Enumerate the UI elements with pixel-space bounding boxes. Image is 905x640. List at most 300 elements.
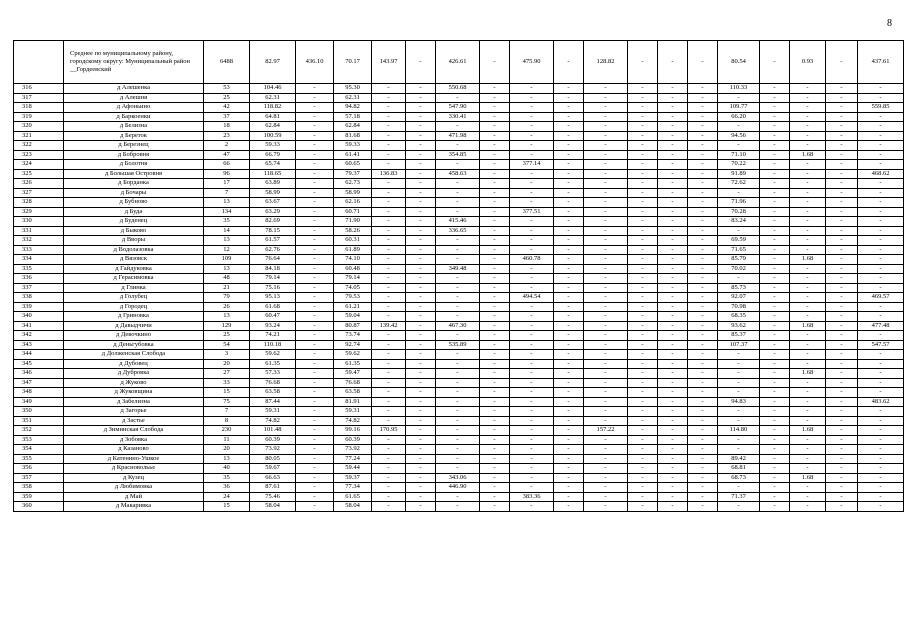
table-cell: - <box>628 122 658 132</box>
table-cell: - <box>406 331 436 341</box>
table-row <box>14 274 904 284</box>
table-cell: - <box>584 179 628 189</box>
table-cell: - <box>372 454 406 464</box>
table-cell: - <box>406 179 436 189</box>
table-cell: - <box>436 312 480 322</box>
table-cell: - <box>628 169 658 179</box>
table-cell: 104.46 <box>250 84 296 94</box>
table-cell: - <box>628 331 658 341</box>
table-cell: - <box>858 198 904 208</box>
summary-cell: - <box>760 41 790 84</box>
table-cell: 57.18 <box>334 112 372 122</box>
table-cell: - <box>510 359 554 369</box>
table-cell: - <box>760 312 790 322</box>
table-cell: - <box>826 293 858 303</box>
table-cell: - <box>372 293 406 303</box>
table-cell: - <box>628 340 658 350</box>
table-cell: - <box>658 416 688 426</box>
table-cell: - <box>826 369 858 379</box>
table-cell: - <box>584 369 628 379</box>
table-cell: 59.44 <box>334 464 372 474</box>
table-cell: - <box>790 198 826 208</box>
table-cell: 26 <box>204 302 250 312</box>
table-cell: - <box>658 245 688 255</box>
table-cell: - <box>554 340 584 350</box>
table-cell: 1.68 <box>790 426 826 436</box>
table-cell: - <box>510 264 554 274</box>
table-cell: - <box>436 255 480 265</box>
table-cell: - <box>436 426 480 436</box>
row-number: 353 <box>14 435 64 445</box>
table-cell: - <box>406 217 436 227</box>
table-cell: - <box>858 236 904 246</box>
settlement-name: д Борданка <box>64 179 204 189</box>
settlement-name: д Давыдчичи <box>64 321 204 331</box>
table-cell: - <box>436 350 480 360</box>
table-cell: - <box>658 331 688 341</box>
table-row <box>14 388 904 398</box>
table-cell: - <box>628 321 658 331</box>
table-cell: - <box>688 350 718 360</box>
table-cell: 66.63 <box>250 473 296 483</box>
table-cell: 63.58 <box>250 388 296 398</box>
table-cell: - <box>406 255 436 265</box>
table-cell: - <box>372 283 406 293</box>
table-cell: 60.65 <box>334 160 372 170</box>
table-cell: - <box>554 407 584 417</box>
table-cell: 550.68 <box>436 84 480 94</box>
row-number: 326 <box>14 179 64 189</box>
table-cell: 58.99 <box>250 188 296 198</box>
table-cell: - <box>658 407 688 417</box>
table-cell: - <box>858 445 904 455</box>
table-cell: 20 <box>204 445 250 455</box>
table-cell: - <box>406 283 436 293</box>
table-cell: - <box>406 407 436 417</box>
table-cell: - <box>480 93 510 103</box>
table-cell: - <box>760 141 790 151</box>
table-cell: - <box>372 226 406 236</box>
table-cell: - <box>826 93 858 103</box>
table-cell: - <box>510 217 554 227</box>
table-cell: 58.99 <box>334 188 372 198</box>
table-cell: 129 <box>204 321 250 331</box>
table-cell: - <box>790 264 826 274</box>
table-cell: - <box>510 331 554 341</box>
settlement-name: д Береток <box>64 131 204 141</box>
summary-cell: 6488 <box>204 41 250 84</box>
table-cell: 25 <box>204 93 250 103</box>
table-cell: - <box>584 84 628 94</box>
table-cell: 79.37 <box>334 169 372 179</box>
table-cell: - <box>826 103 858 113</box>
summary-row-number <box>14 41 64 84</box>
table-row <box>14 245 904 255</box>
row-number: 320 <box>14 122 64 132</box>
table-cell: 383.36 <box>510 492 554 502</box>
table-cell: 65.74 <box>250 160 296 170</box>
table-cell: - <box>480 483 510 493</box>
table-cell: - <box>628 454 658 464</box>
table-row <box>14 226 904 236</box>
table-cell: 21 <box>204 283 250 293</box>
table-cell: - <box>658 293 688 303</box>
table-cell: - <box>628 435 658 445</box>
table-cell: - <box>480 112 510 122</box>
table-cell: - <box>858 435 904 445</box>
table-cell: - <box>510 397 554 407</box>
table-cell: - <box>584 169 628 179</box>
table-cell: - <box>760 131 790 141</box>
table-cell: - <box>760 435 790 445</box>
table-cell: - <box>480 321 510 331</box>
table-cell: - <box>760 445 790 455</box>
table-cell: 76.68 <box>250 378 296 388</box>
settlement-name: д Вязовск <box>64 255 204 265</box>
table-row <box>14 236 904 246</box>
row-number: 329 <box>14 207 64 217</box>
settlement-name: д Загорье <box>64 407 204 417</box>
table-cell: - <box>858 141 904 151</box>
table-cell: 75.46 <box>250 492 296 502</box>
table-cell: - <box>760 369 790 379</box>
summary-cell: - <box>826 41 858 84</box>
table-cell: - <box>688 397 718 407</box>
table-cell: - <box>296 226 334 236</box>
table-cell: - <box>858 378 904 388</box>
table-cell: - <box>790 331 826 341</box>
table-cell: - <box>584 112 628 122</box>
table-cell: 60.48 <box>334 264 372 274</box>
table-cell: - <box>554 369 584 379</box>
table-cell: - <box>628 293 658 303</box>
table-cell: - <box>826 169 858 179</box>
table-cell: 20 <box>204 359 250 369</box>
table-row <box>14 397 904 407</box>
table-cell: - <box>554 131 584 141</box>
table-cell: - <box>790 169 826 179</box>
settlement-name: д Застье <box>64 416 204 426</box>
table-cell: - <box>554 188 584 198</box>
table-cell: 95.30 <box>334 84 372 94</box>
table-cell: - <box>296 274 334 284</box>
table-cell: - <box>510 179 554 189</box>
row-number: 345 <box>14 359 64 369</box>
table-cell: - <box>628 131 658 141</box>
table-cell: - <box>296 122 334 132</box>
table-cell: - <box>760 407 790 417</box>
table-cell: - <box>406 84 436 94</box>
summary-cell: 82.97 <box>250 41 296 84</box>
table-cell: - <box>510 350 554 360</box>
table-cell: 63.89 <box>250 179 296 189</box>
table-cell: - <box>858 369 904 379</box>
table-cell: - <box>760 160 790 170</box>
table-cell: 73.92 <box>250 445 296 455</box>
table-cell: - <box>406 483 436 493</box>
table-cell: - <box>790 350 826 360</box>
table-cell: - <box>628 388 658 398</box>
row-number: 327 <box>14 188 64 198</box>
table-cell: - <box>584 492 628 502</box>
table-cell: - <box>688 236 718 246</box>
table-cell: - <box>554 283 584 293</box>
table-cell: - <box>584 473 628 483</box>
table-cell: - <box>858 160 904 170</box>
table-cell: 59.47 <box>334 369 372 379</box>
table-cell: 54 <box>204 340 250 350</box>
table-cell: 74.10 <box>334 255 372 265</box>
table-cell: - <box>826 160 858 170</box>
row-number: 354 <box>14 445 64 455</box>
table-cell: 40 <box>204 464 250 474</box>
table-cell: - <box>826 131 858 141</box>
table-cell: - <box>760 302 790 312</box>
settlement-name: д Жуковщина <box>64 388 204 398</box>
settlement-name: д Алешенка <box>64 84 204 94</box>
table-cell: - <box>790 160 826 170</box>
table-cell: - <box>790 188 826 198</box>
table-cell: - <box>510 502 554 512</box>
table-cell: - <box>584 350 628 360</box>
table-cell: - <box>436 369 480 379</box>
table-cell: - <box>858 217 904 227</box>
table-cell: - <box>858 188 904 198</box>
table-cell: - <box>826 445 858 455</box>
table-cell: - <box>628 84 658 94</box>
table-cell: - <box>372 236 406 246</box>
table-cell: - <box>554 426 584 436</box>
row-number: 334 <box>14 255 64 265</box>
table-cell: 61.35 <box>250 359 296 369</box>
table-cell: - <box>688 483 718 493</box>
table-cell: - <box>658 492 688 502</box>
table-row <box>14 283 904 293</box>
summary-cell: 437.61 <box>858 41 904 84</box>
table-cell: 230 <box>204 426 250 436</box>
table-cell: - <box>554 112 584 122</box>
table-cell: - <box>372 397 406 407</box>
table-cell: - <box>790 483 826 493</box>
row-number: 351 <box>14 416 64 426</box>
table-cell: - <box>790 502 826 512</box>
table-cell: 114.80 <box>718 426 760 436</box>
table-cell: 60.39 <box>250 435 296 445</box>
summary-cell: - <box>688 41 718 84</box>
table-cell: - <box>790 416 826 426</box>
table-row <box>14 93 904 103</box>
table-cell: 48 <box>204 274 250 284</box>
table-cell: 12 <box>204 245 250 255</box>
table-cell: 61.21 <box>334 302 372 312</box>
table-cell: - <box>296 426 334 436</box>
table-cell: - <box>826 255 858 265</box>
table-cell: 59.62 <box>334 350 372 360</box>
table-cell: - <box>296 350 334 360</box>
table-cell: - <box>406 302 436 312</box>
table-cell: - <box>628 283 658 293</box>
table-cell: - <box>826 397 858 407</box>
table-cell: - <box>658 350 688 360</box>
table-cell: 377.51 <box>510 207 554 217</box>
table-cell: - <box>826 350 858 360</box>
table-row <box>14 207 904 217</box>
table-cell: - <box>790 359 826 369</box>
row-number: 332 <box>14 236 64 246</box>
table-cell: - <box>760 245 790 255</box>
table-row <box>14 331 904 341</box>
table-cell: - <box>858 454 904 464</box>
table-cell: - <box>658 131 688 141</box>
table-cell: - <box>628 160 658 170</box>
table-cell: - <box>858 150 904 160</box>
table-cell: - <box>760 483 790 493</box>
table-row <box>14 483 904 493</box>
table-cell: 15 <box>204 502 250 512</box>
table-cell: - <box>372 369 406 379</box>
table-cell: 35 <box>204 473 250 483</box>
table-cell: - <box>790 454 826 464</box>
table-cell: - <box>406 492 436 502</box>
table-cell: 68.81 <box>718 464 760 474</box>
table-cell: - <box>480 473 510 483</box>
table-cell: - <box>296 179 334 189</box>
row-number: 359 <box>14 492 64 502</box>
settlement-name: д Герасимовка <box>64 274 204 284</box>
settlement-name: д Афоньино <box>64 103 204 113</box>
table-cell: - <box>628 302 658 312</box>
table-cell: - <box>554 245 584 255</box>
table-cell: - <box>628 112 658 122</box>
row-number: 335 <box>14 264 64 274</box>
table-cell: - <box>372 150 406 160</box>
table-cell: - <box>760 169 790 179</box>
table-cell: - <box>480 207 510 217</box>
table-cell: - <box>858 388 904 398</box>
table-cell: - <box>718 226 760 236</box>
table-cell: 66.20 <box>718 112 760 122</box>
table-cell: - <box>826 150 858 160</box>
table-cell: - <box>296 473 334 483</box>
table-cell: 74.05 <box>334 283 372 293</box>
table-cell: - <box>554 103 584 113</box>
table-cell: 89.42 <box>718 454 760 464</box>
table-cell: - <box>760 397 790 407</box>
table-cell: - <box>688 188 718 198</box>
table-cell: - <box>658 473 688 483</box>
table-cell: 139.42 <box>372 321 406 331</box>
table-cell: - <box>584 122 628 132</box>
table-cell: - <box>688 293 718 303</box>
table-cell: 96 <box>204 169 250 179</box>
table-cell: - <box>658 226 688 236</box>
table-cell: - <box>584 435 628 445</box>
table-row <box>14 150 904 160</box>
table-cell: - <box>760 217 790 227</box>
table-cell: 59.67 <box>250 464 296 474</box>
table-cell: - <box>688 416 718 426</box>
table-cell: - <box>406 103 436 113</box>
table-cell: - <box>406 321 436 331</box>
table-cell: - <box>296 502 334 512</box>
table-cell: - <box>296 378 334 388</box>
table-cell: - <box>688 502 718 512</box>
table-cell: - <box>480 188 510 198</box>
table-cell: - <box>584 150 628 160</box>
table-cell: 85.37 <box>718 331 760 341</box>
table-cell: - <box>658 483 688 493</box>
table-cell: - <box>510 312 554 322</box>
table-cell: - <box>858 312 904 322</box>
table-cell: 13 <box>204 198 250 208</box>
table-cell: - <box>406 245 436 255</box>
table-cell: - <box>658 312 688 322</box>
table-cell: - <box>628 492 658 502</box>
summary-cell: - <box>658 41 688 84</box>
settlement-name: д Зиминская Слобода <box>64 426 204 436</box>
table-cell: - <box>436 378 480 388</box>
table-cell: - <box>658 236 688 246</box>
table-cell: - <box>554 397 584 407</box>
table-cell: - <box>372 217 406 227</box>
table-cell: - <box>406 131 436 141</box>
table-cell: - <box>790 378 826 388</box>
table-cell: - <box>760 198 790 208</box>
table-cell: - <box>406 397 436 407</box>
table-cell: - <box>658 122 688 132</box>
table-cell: - <box>658 255 688 265</box>
table-cell: 78.15 <box>250 226 296 236</box>
table-cell: - <box>436 464 480 474</box>
table-cell: - <box>510 473 554 483</box>
table-cell: 94.56 <box>718 131 760 141</box>
table-cell: - <box>826 84 858 94</box>
table-row <box>14 435 904 445</box>
table-cell: - <box>718 369 760 379</box>
table-cell: - <box>372 445 406 455</box>
table-cell: - <box>688 112 718 122</box>
row-number: 358 <box>14 483 64 493</box>
settlement-name: д Алешня <box>64 93 204 103</box>
table-cell: - <box>658 112 688 122</box>
table-cell: 8 <box>204 416 250 426</box>
summary-label: Среднее по муниципальному району, городскому округу: Муниципальный район __Гордеевский <box>64 41 204 84</box>
table-cell: 66 <box>204 160 250 170</box>
table-cell: - <box>372 112 406 122</box>
table-cell: 94.83 <box>718 397 760 407</box>
table-cell: - <box>826 217 858 227</box>
table-cell: - <box>510 454 554 464</box>
table-cell: - <box>510 141 554 151</box>
table-cell: 7 <box>204 407 250 417</box>
table-cell: - <box>510 378 554 388</box>
table-cell: - <box>510 321 554 331</box>
table-cell: - <box>826 464 858 474</box>
table-cell: 63.58 <box>334 388 372 398</box>
table-cell: - <box>554 302 584 312</box>
table-cell: 62.76 <box>250 245 296 255</box>
settlement-name: д Буда <box>64 207 204 217</box>
table-cell: - <box>826 302 858 312</box>
table-cell: - <box>436 435 480 445</box>
table-cell: - <box>436 207 480 217</box>
table-cell: - <box>436 188 480 198</box>
table-cell: - <box>826 416 858 426</box>
table-cell: - <box>826 112 858 122</box>
table-cell: 1.68 <box>790 473 826 483</box>
table-cell: - <box>372 359 406 369</box>
table-row <box>14 473 904 483</box>
